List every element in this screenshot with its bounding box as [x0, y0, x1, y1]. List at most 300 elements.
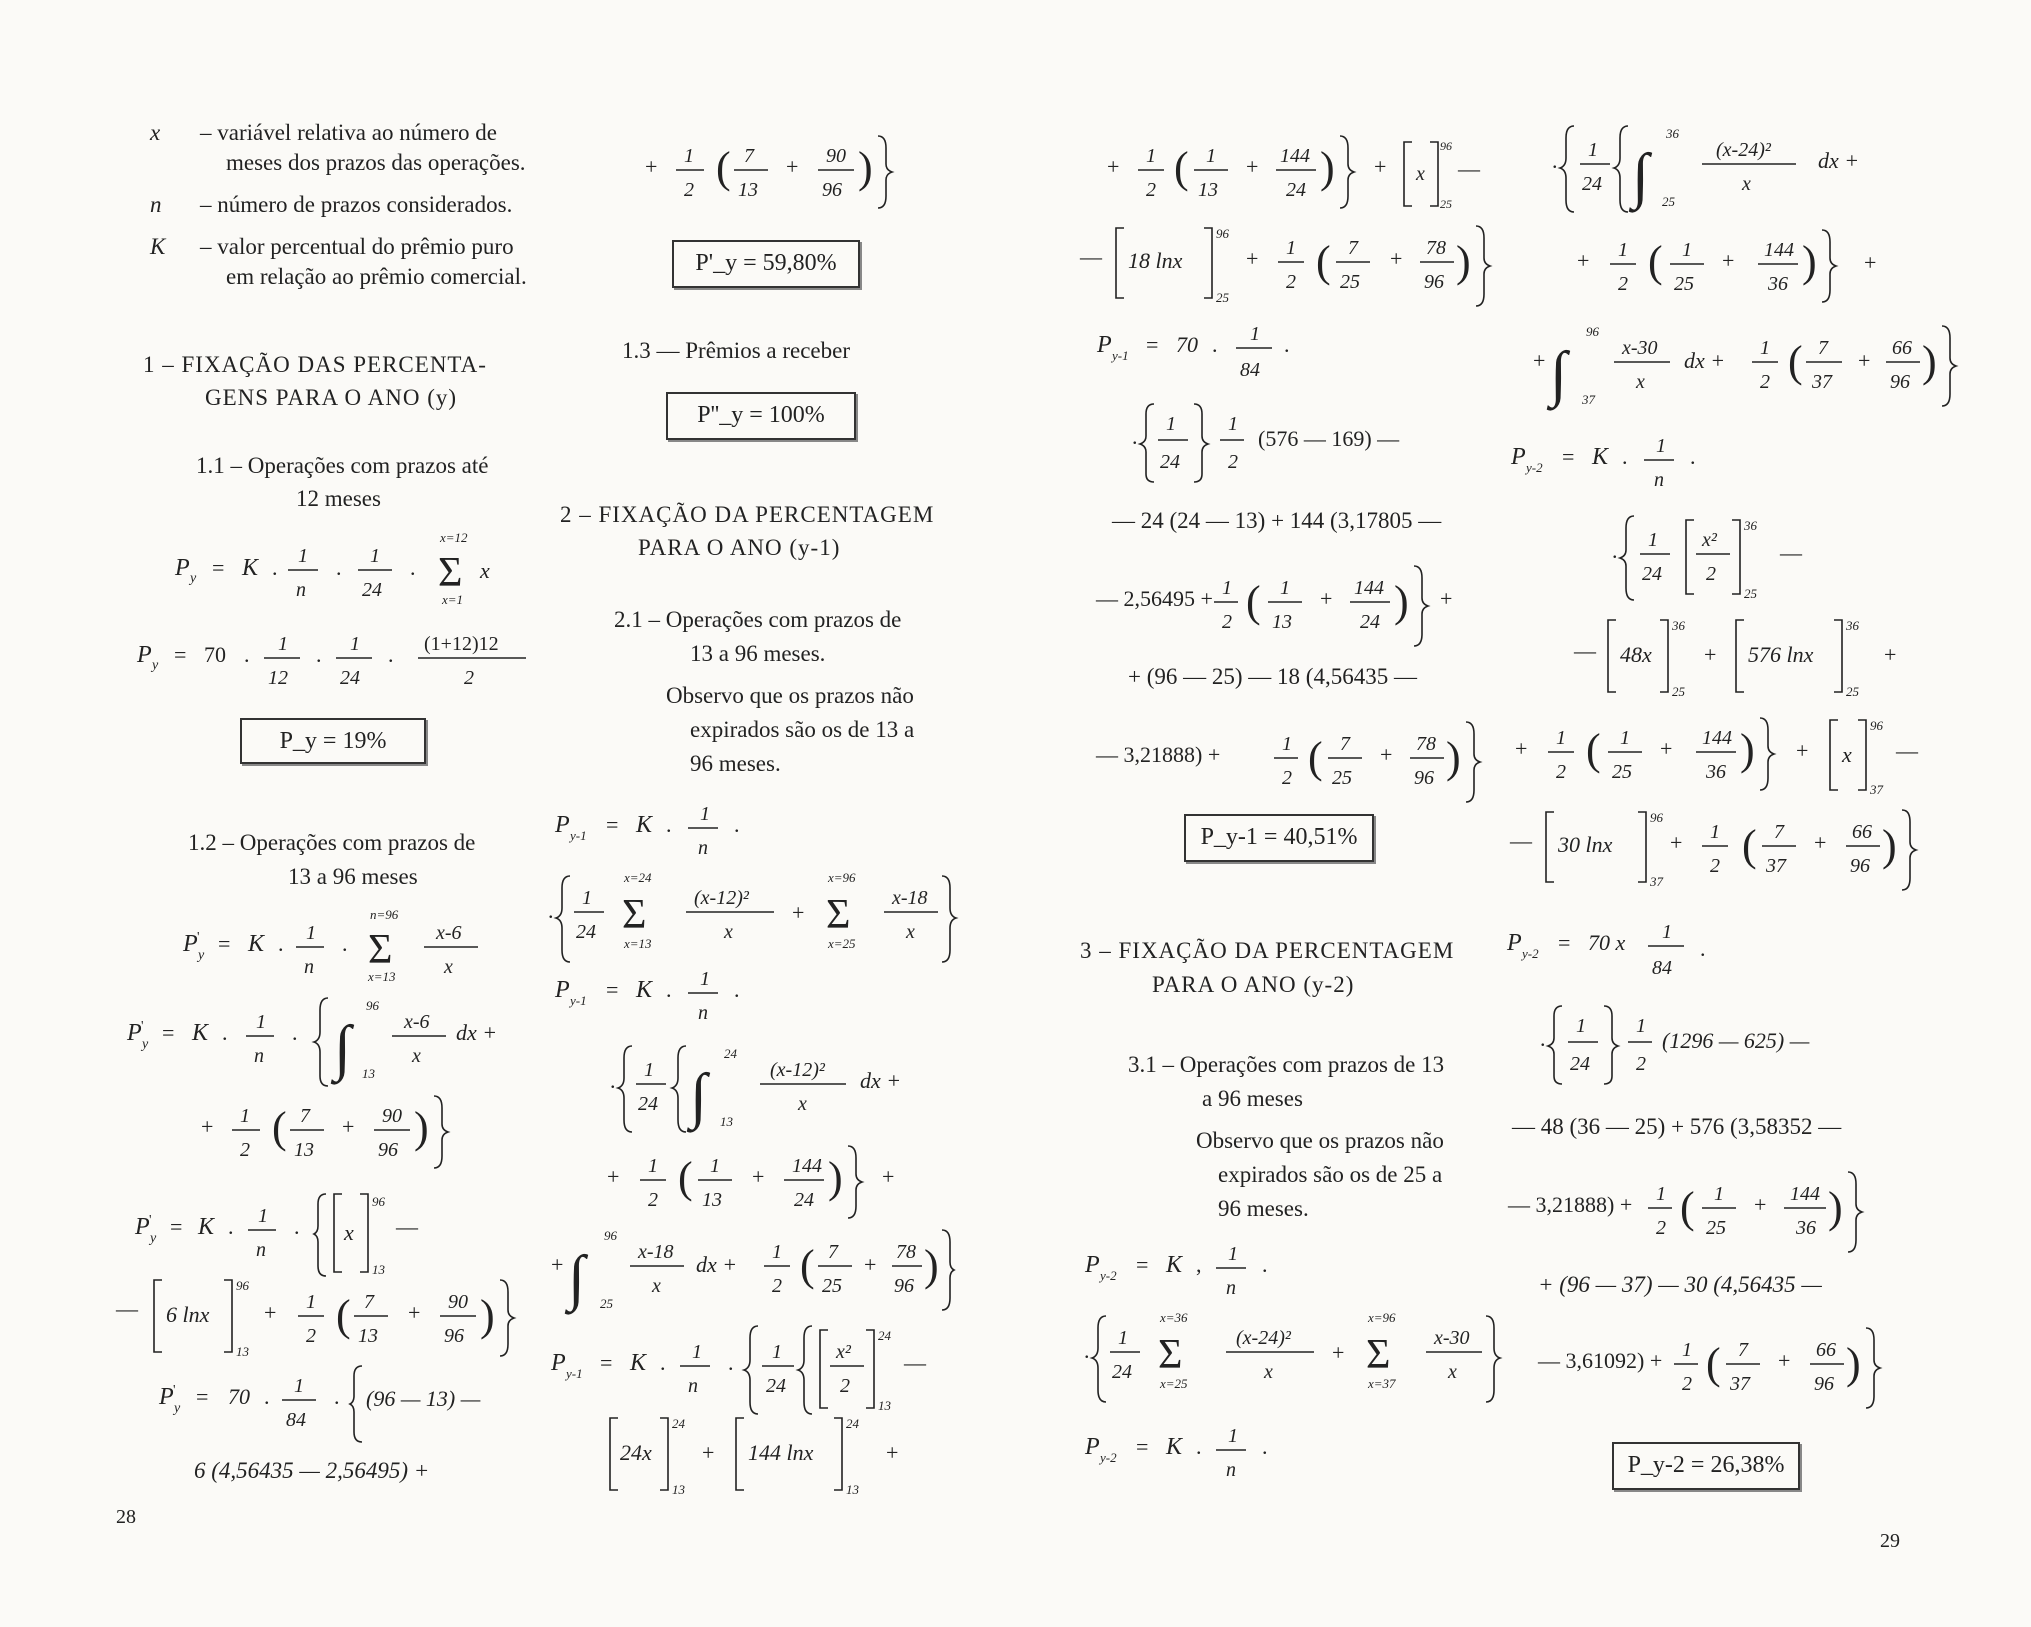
svg-text:=: = — [606, 812, 619, 837]
s31-heading-2: a 96 meses — [1202, 1086, 1303, 1111]
svg-text:+: + — [1704, 642, 1717, 667]
svg-text:K: K — [636, 812, 653, 838]
c2-int2-num: x-30 — [1622, 337, 1658, 359]
pyp5-lower: 13 — [236, 1344, 249, 1359]
svg-text:P: P — [1511, 444, 1526, 470]
svg-text:+: + — [1884, 642, 1897, 667]
svg-text:.: . — [660, 1350, 666, 1375]
formula-col2-top — [640, 130, 920, 210]
svg-text:+: + — [1380, 742, 1393, 767]
py1-last-upper1: 24 — [672, 1416, 685, 1431]
svg-text:): ) — [828, 1153, 843, 1202]
pyp3-d: 13 — [294, 1139, 314, 1161]
c2-int2-c: 7 — [1818, 337, 1828, 359]
svg-text:n: n — [256, 1239, 266, 1261]
py1-int2-e: 78 — [896, 1241, 916, 1263]
py1-br-lower: 13 — [878, 1398, 891, 1413]
formula-c2-l5 — [1538, 1320, 1958, 1410]
svg-text:1: 1 — [692, 1341, 702, 1363]
s21-heading-1: 2.1 – Operações com prazos de — [614, 607, 902, 632]
svg-text:.: . — [1212, 332, 1218, 357]
formula-py-numeric — [132, 628, 532, 708]
svg-text:2: 2 — [1636, 1053, 1646, 1075]
svg-text:+: + — [408, 1300, 421, 1325]
c2-l1-text: (1296 — 625) — — [1662, 1028, 1810, 1053]
svg-text:.: . — [1084, 1338, 1090, 1363]
py1-sum1-sub: x=13 — [624, 936, 652, 951]
svg-text:K: K — [630, 1350, 647, 1376]
col2-e: 90 — [826, 145, 846, 167]
svg-text:.: . — [316, 642, 322, 667]
formula-pyp-log — [116, 1272, 516, 1362]
c2-mid-f: 36 — [1768, 273, 1788, 295]
svg-text:+: + — [702, 1440, 715, 1465]
svg-text:+: + — [264, 1300, 277, 1325]
svg-text:+: + — [1374, 154, 1387, 179]
svg-text:—: — — [904, 1350, 926, 1375]
svg-text:): ) — [1740, 725, 1755, 774]
svg-text:y: y — [174, 1401, 181, 1416]
svg-text:.: . — [1612, 538, 1618, 563]
svg-text:): ) — [1922, 337, 1937, 386]
pyp-sum-sub: x=13 — [368, 969, 396, 984]
s21-note-3: 96 meses. — [690, 751, 781, 776]
svg-text:+: + — [1332, 1340, 1345, 1365]
c2-ln-upper2: 36 — [1846, 618, 1859, 633]
pyp-int-dx: dx + — [456, 1020, 498, 1045]
svg-text:1: 1 — [1146, 145, 1156, 167]
svg-text:+: + — [1533, 348, 1546, 373]
svg-text:(: ( — [1742, 821, 1757, 870]
formula-py1-sums — [548, 870, 958, 970]
py2-lhs: P — [137, 642, 152, 668]
svg-text:—: — — [116, 1296, 138, 1321]
svg-text:+: + — [1577, 248, 1590, 273]
py1-sum2-sup: x=96 — [828, 870, 856, 885]
svg-text:—: — — [1780, 540, 1802, 565]
py2-sub: y — [152, 658, 159, 673]
left-page — [0, 0, 1012, 1627]
svg-text:.: . — [1540, 1026, 1546, 1051]
formula-pyp-fraction-sum — [196, 1090, 476, 1170]
formula-py1-bracket — [546, 1320, 956, 1420]
section3-heading-1: 3 – FIXAÇÃO DA PERCENTAGEM — [1080, 938, 1455, 963]
svg-text:—: — — [1080, 244, 1102, 269]
formula-c1-l3 — [1096, 558, 1516, 648]
svg-text:1: 1 — [700, 968, 710, 990]
col2-b: 2 — [684, 179, 694, 201]
c1-ln-c: 7 — [1348, 237, 1358, 259]
svg-text:): ) — [480, 1291, 495, 1340]
py2-num3: (1+12)12 — [424, 633, 499, 655]
svg-text:+: + — [1814, 830, 1827, 855]
svg-text:': ' — [173, 1383, 176, 1398]
svg-text:(: ( — [678, 1153, 693, 1202]
svg-text:2: 2 — [648, 1189, 658, 1211]
py1-mid-f: 24 — [794, 1189, 814, 1211]
py-num2: 1 — [370, 545, 380, 567]
svg-text:+: + — [886, 1440, 899, 1465]
svg-text:2: 2 — [1282, 767, 1292, 789]
c2-ln2-e: 66 — [1852, 821, 1872, 843]
svg-text:(: ( — [1648, 237, 1663, 286]
svg-text:(: ( — [1680, 1183, 1695, 1232]
svg-text:(: ( — [336, 1291, 351, 1340]
svg-text:96: 96 — [1414, 767, 1434, 789]
svg-text:x: x — [1742, 173, 1751, 195]
s31-note-3: 96 meses. — [1218, 1196, 1309, 1221]
svg-text:1: 1 — [1228, 1243, 1238, 1265]
svg-text:=: = — [196, 1384, 209, 1409]
svg-text:∫: ∫ — [690, 1062, 707, 1130]
c2-int2-f: 96 — [1890, 371, 1910, 393]
py1-mid-c: 1 — [710, 1155, 720, 1177]
svg-text:y-2: y-2 — [1526, 460, 1543, 475]
svg-text:+: + — [645, 154, 658, 179]
svg-text:y: y — [150, 1231, 157, 1246]
svg-text:P: P — [1097, 332, 1112, 358]
svg-text:,: , — [1196, 1252, 1202, 1277]
c1-top-f: 24 — [1286, 179, 1306, 201]
svg-text:): ) — [1456, 237, 1471, 286]
page-number-left: 28 — [116, 1506, 136, 1528]
c2-br-den: 2 — [1706, 563, 1716, 585]
def-symbol-x: x — [150, 120, 161, 145]
svg-text:.: . — [292, 1020, 298, 1045]
pyp6-tail: (96 — 13) — — [366, 1386, 481, 1411]
svg-text:2: 2 — [1556, 761, 1566, 783]
svg-text:x: x — [724, 921, 733, 943]
svg-text:): ) — [414, 1103, 429, 1152]
svg-text:K: K — [198, 1214, 215, 1240]
formula-c1-ln — [1080, 218, 1500, 308]
s12-heading-1: 1.2 – Operações com prazos de — [188, 830, 476, 855]
s11-heading-2: 12 meses — [296, 486, 381, 511]
py1-int-lower: 13 — [720, 1114, 733, 1129]
svg-text:K: K — [248, 931, 265, 957]
c1-py1-num: 1 — [1250, 323, 1260, 345]
svg-text:.: . — [1196, 1434, 1202, 1459]
c2-mid2-lower: 37 — [1870, 782, 1883, 797]
svg-text:P: P — [135, 1214, 150, 1240]
svg-text:1: 1 — [1222, 577, 1232, 599]
svg-text:y-2: y-2 — [1100, 1450, 1117, 1465]
svg-text:.: . — [244, 642, 250, 667]
svg-text:2: 2 — [306, 1325, 316, 1347]
svg-text:x: x — [652, 1275, 661, 1297]
svg-text:24: 24 — [1582, 173, 1602, 195]
svg-text:n: n — [254, 1045, 264, 1067]
svg-text:P: P — [183, 931, 198, 957]
svg-text:=: = — [600, 1350, 613, 1375]
formula-py1-int2 — [546, 1222, 956, 1322]
svg-text:Σ: Σ — [826, 892, 851, 938]
pyp5-inner: 6 lnx — [166, 1302, 210, 1327]
c1-ln-lower: 25 — [1216, 290, 1229, 305]
svg-text:(: ( — [1174, 143, 1189, 192]
svg-text:+: + — [1796, 738, 1809, 763]
svg-text:24: 24 — [638, 1093, 658, 1115]
py1-last-a: 24x — [620, 1440, 652, 1465]
svg-text:Σ: Σ — [438, 550, 463, 596]
svg-text:1: 1 — [1282, 733, 1292, 755]
svg-text:(: ( — [800, 1241, 815, 1290]
svg-text:24: 24 — [1570, 1053, 1590, 1075]
py-sub: y — [190, 571, 197, 586]
svg-text:24: 24 — [1360, 611, 1380, 633]
py1-mid-e: 144 — [792, 1155, 822, 1177]
c2-ln-b: 576 lnx — [1748, 642, 1814, 667]
svg-text:2: 2 — [1146, 179, 1156, 201]
result-py2-box: P_y-2 = 26,38% — [1612, 1442, 1800, 1490]
c2-ln2-c: 7 — [1774, 821, 1784, 843]
formula-c2-bracket — [1612, 512, 1852, 602]
svg-text:.: . — [1262, 1252, 1268, 1277]
svg-text:25: 25 — [1332, 767, 1352, 789]
svg-text:.: . — [264, 1384, 270, 1409]
svg-text:1: 1 — [1280, 577, 1290, 599]
c2-mid-d: 25 — [1674, 273, 1694, 295]
formula-c2-mid2 — [1510, 710, 1950, 800]
svg-text:=: = — [162, 1020, 175, 1045]
c1-top-d: 13 — [1198, 179, 1218, 201]
c2-ln-upper1: 36 — [1672, 618, 1685, 633]
py2-num1: 1 — [278, 633, 288, 655]
pyp3-f: 96 — [378, 1139, 398, 1161]
c2-ln2-inner: 30 lnx — [1558, 832, 1613, 857]
py2-sum1-sub: x=25 — [1160, 1376, 1188, 1391]
formula-py2-sums — [1084, 1310, 1504, 1410]
pyp-int-lower: 13 — [362, 1066, 375, 1081]
svg-text:+: + — [201, 1114, 214, 1139]
svg-text:78: 78 — [1416, 733, 1436, 755]
svg-text:n: n — [1226, 1277, 1236, 1299]
pyp-int-upper: 96 — [366, 998, 379, 1013]
c1-top-upper: 96 — [1440, 139, 1452, 153]
svg-text:Σ: Σ — [1158, 1332, 1183, 1378]
svg-text:): ) — [1320, 143, 1335, 192]
svg-text:2: 2 — [1656, 1217, 1666, 1239]
def-text-k-2: em relação ao prêmio comercial. — [226, 264, 527, 289]
formula-py1-int — [610, 1040, 930, 1140]
py1-int2-upper: 96 — [604, 1228, 617, 1243]
pyp5-c: 7 — [364, 1291, 374, 1313]
svg-text:2: 2 — [1228, 451, 1238, 473]
pyp5-d: 13 — [358, 1325, 378, 1347]
svg-text:n: n — [1226, 1459, 1236, 1481]
s21-heading-2: 13 a 96 meses. — [690, 641, 826, 666]
svg-text:+: + — [786, 154, 799, 179]
svg-text:K: K — [1592, 444, 1609, 470]
svg-text:): ) — [1846, 1339, 1861, 1388]
svg-text:+: + — [1246, 154, 1259, 179]
svg-text:∫: ∫ — [334, 1014, 351, 1082]
svg-text:66: 66 — [1816, 1339, 1836, 1361]
svg-text:+: + — [1246, 246, 1259, 271]
py2-sum2-sup: x=96 — [1368, 1310, 1396, 1325]
formula-pyp-integral — [122, 990, 522, 1090]
pyp3-b: 2 — [240, 1139, 250, 1161]
svg-text:=: = — [1558, 930, 1571, 955]
svg-text:2: 2 — [1710, 855, 1720, 877]
c1-l1-text: (576 — 169) — — [1258, 426, 1400, 451]
pyp-sum-sup: n=96 — [370, 907, 399, 922]
svg-text:dx +: dx + — [860, 1068, 902, 1093]
svg-text:+: + — [1107, 154, 1120, 179]
svg-text:): ) — [1882, 821, 1897, 870]
svg-text:+: + — [1864, 250, 1877, 275]
c2-int-lower: 25 — [1662, 194, 1675, 209]
formula-c1-l1 — [1132, 400, 1432, 480]
c2-ln2-d: 37 — [1766, 855, 1786, 877]
py1-int-upper: 24 — [724, 1046, 737, 1061]
svg-text:2: 2 — [1618, 273, 1628, 295]
svg-text:24: 24 — [1112, 1361, 1132, 1383]
c2-int2-e: 66 — [1892, 337, 1912, 359]
svg-text:): ) — [1802, 237, 1817, 286]
pyp4-upper: 96 — [372, 1194, 385, 1209]
svg-text:+: + — [1440, 586, 1453, 611]
svg-text:K: K — [1166, 1252, 1183, 1278]
svg-text:7: 7 — [1738, 1339, 1748, 1361]
c1-ln-upper: 96 — [1216, 226, 1229, 241]
py-lhs: P — [175, 555, 190, 581]
svg-text:P: P — [1085, 1434, 1100, 1460]
svg-text:n: n — [698, 1002, 708, 1024]
svg-text:1: 1 — [1588, 139, 1598, 161]
section2-heading-1: 2 – FIXAÇÃO DA PERCENTAGEM — [560, 502, 935, 527]
svg-text:.: . — [666, 977, 672, 1002]
svg-text:13: 13 — [1272, 611, 1292, 633]
py1-sum2-num: x-18 — [892, 887, 928, 909]
formula-py1-k2 — [550, 965, 770, 1035]
c1-top-e: 144 — [1280, 145, 1310, 167]
formula-c2-l1 — [1540, 1002, 1870, 1092]
svg-text:+: + — [864, 1252, 877, 1277]
svg-text:=: = — [606, 977, 619, 1002]
svg-text:y-1: y-1 — [570, 828, 587, 843]
c2-l4: + (96 — 37) — 30 (4,56435 — — [1538, 1272, 1822, 1297]
formula-c2-py2-k — [1506, 432, 1726, 502]
svg-text:25: 25 — [1706, 1217, 1726, 1239]
formula-c1-top — [1102, 128, 1522, 218]
pyp3-c: 7 — [300, 1105, 310, 1127]
svg-text:=: = — [170, 1214, 183, 1239]
pyp6-num: 1 — [294, 1375, 304, 1397]
svg-text:x: x — [1636, 371, 1645, 393]
def-text-k-1: – valor percentual do prêmio puro — [200, 234, 514, 259]
svg-text:24: 24 — [576, 921, 596, 943]
py1-sum1-num: (x-12)² — [694, 887, 749, 909]
py2-k: 70 — [204, 642, 226, 667]
svg-text:1: 1 — [1618, 239, 1628, 261]
pyp6-den: 84 — [286, 1409, 306, 1431]
c1-top-lower: 25 — [1440, 197, 1452, 211]
svg-text:—: — — [1458, 156, 1480, 181]
svg-text:—: — — [1574, 638, 1596, 663]
c2-l3-text: — 3,21888) + — [1508, 1192, 1633, 1217]
py1-br-num: x² — [836, 1341, 851, 1363]
col2-d: 13 — [738, 179, 758, 201]
svg-text:P: P — [551, 1350, 566, 1376]
result-pypp-box: P''_y = 100% — [666, 392, 856, 440]
pyp-int-num: x-6 — [404, 1011, 430, 1033]
svg-text:.: . — [410, 555, 416, 580]
c2-py2-k: 70 x — [1588, 930, 1626, 955]
result-py-box: P_y = 19% — [240, 718, 426, 764]
c2-ln-lower2: 25 — [1846, 684, 1859, 699]
py1-sum1-sup: x=24 — [624, 870, 652, 885]
svg-text:n: n — [688, 1375, 698, 1397]
s12-heading-2: 13 a 96 meses — [288, 864, 418, 889]
py1-last-lower1: 13 — [672, 1482, 685, 1497]
c1-l2: — 24 (24 — 13) + 144 (3,17805 — — [1112, 508, 1442, 533]
svg-text:.: . — [1262, 1434, 1268, 1459]
formula-c1-l5 — [1096, 714, 1516, 804]
svg-text:=: = — [1136, 1434, 1149, 1459]
svg-text:.: . — [272, 555, 278, 580]
result-pyp-box: P'_y = 59,80% — [672, 240, 860, 288]
c2-mid-e: 144 — [1764, 239, 1794, 261]
svg-text:.: . — [734, 977, 740, 1002]
svg-text:n: n — [1654, 469, 1664, 491]
formula-c2-ln2 — [1510, 802, 1950, 892]
c1-ln-d: 25 — [1340, 271, 1360, 293]
formula-pyp-bracket — [130, 1190, 450, 1280]
py1-mid-d: 13 — [702, 1189, 722, 1211]
py1-last-b: 144 lnx — [748, 1440, 814, 1465]
c1-ln-f: 96 — [1424, 271, 1444, 293]
svg-text:36: 36 — [1796, 1217, 1816, 1239]
svg-text:(: ( — [1316, 237, 1331, 286]
pyp4-lower: 13 — [372, 1262, 385, 1277]
svg-text:Σ: Σ — [622, 892, 647, 938]
svg-text:+: + — [1320, 586, 1333, 611]
svg-text:144: 144 — [1790, 1183, 1820, 1205]
svg-text:.: . — [294, 1214, 300, 1239]
svg-text:.: . — [548, 898, 554, 923]
svg-text:.: . — [222, 1020, 228, 1045]
c2-mid2-d: 25 — [1612, 761, 1632, 783]
c2-mid2-e: 144 — [1702, 727, 1732, 749]
def-text-x-2: meses dos prazos das operações. — [226, 150, 526, 175]
formula-c2-int — [1552, 120, 1892, 220]
py1-last-upper2: 24 — [846, 1416, 859, 1431]
svg-text:.: . — [1690, 444, 1696, 469]
s11-heading-1: 1.1 – Operações com prazos até — [196, 453, 489, 478]
c1-ln-inner: 18 lnx — [1128, 248, 1183, 273]
formula-c2-l3 — [1508, 1164, 1928, 1254]
svg-text:∫: ∫ — [1632, 142, 1649, 210]
svg-text:+: + — [1722, 248, 1735, 273]
py-k: K — [242, 555, 259, 581]
c1-l3-text: — 2,56495 + — [1096, 586, 1213, 611]
svg-text:1: 1 — [256, 1011, 266, 1033]
svg-text:y: y — [142, 1037, 149, 1052]
svg-text:n: n — [304, 956, 314, 978]
svg-text:+: + — [551, 1252, 564, 1277]
svg-text:.: . — [342, 931, 348, 956]
svg-text:(: ( — [1308, 733, 1323, 782]
svg-text:96: 96 — [1814, 1373, 1834, 1395]
py2-sum2-sub: x=37 — [1368, 1376, 1396, 1391]
svg-text:—: — — [1896, 738, 1918, 763]
svg-text:+: + — [792, 900, 805, 925]
py2-den3: 2 — [464, 667, 474, 689]
c2-mid-c: 1 — [1682, 239, 1692, 261]
svg-text:dx +: dx + — [696, 1252, 738, 1277]
py2-sum2-num: x-30 — [1434, 1327, 1470, 1349]
